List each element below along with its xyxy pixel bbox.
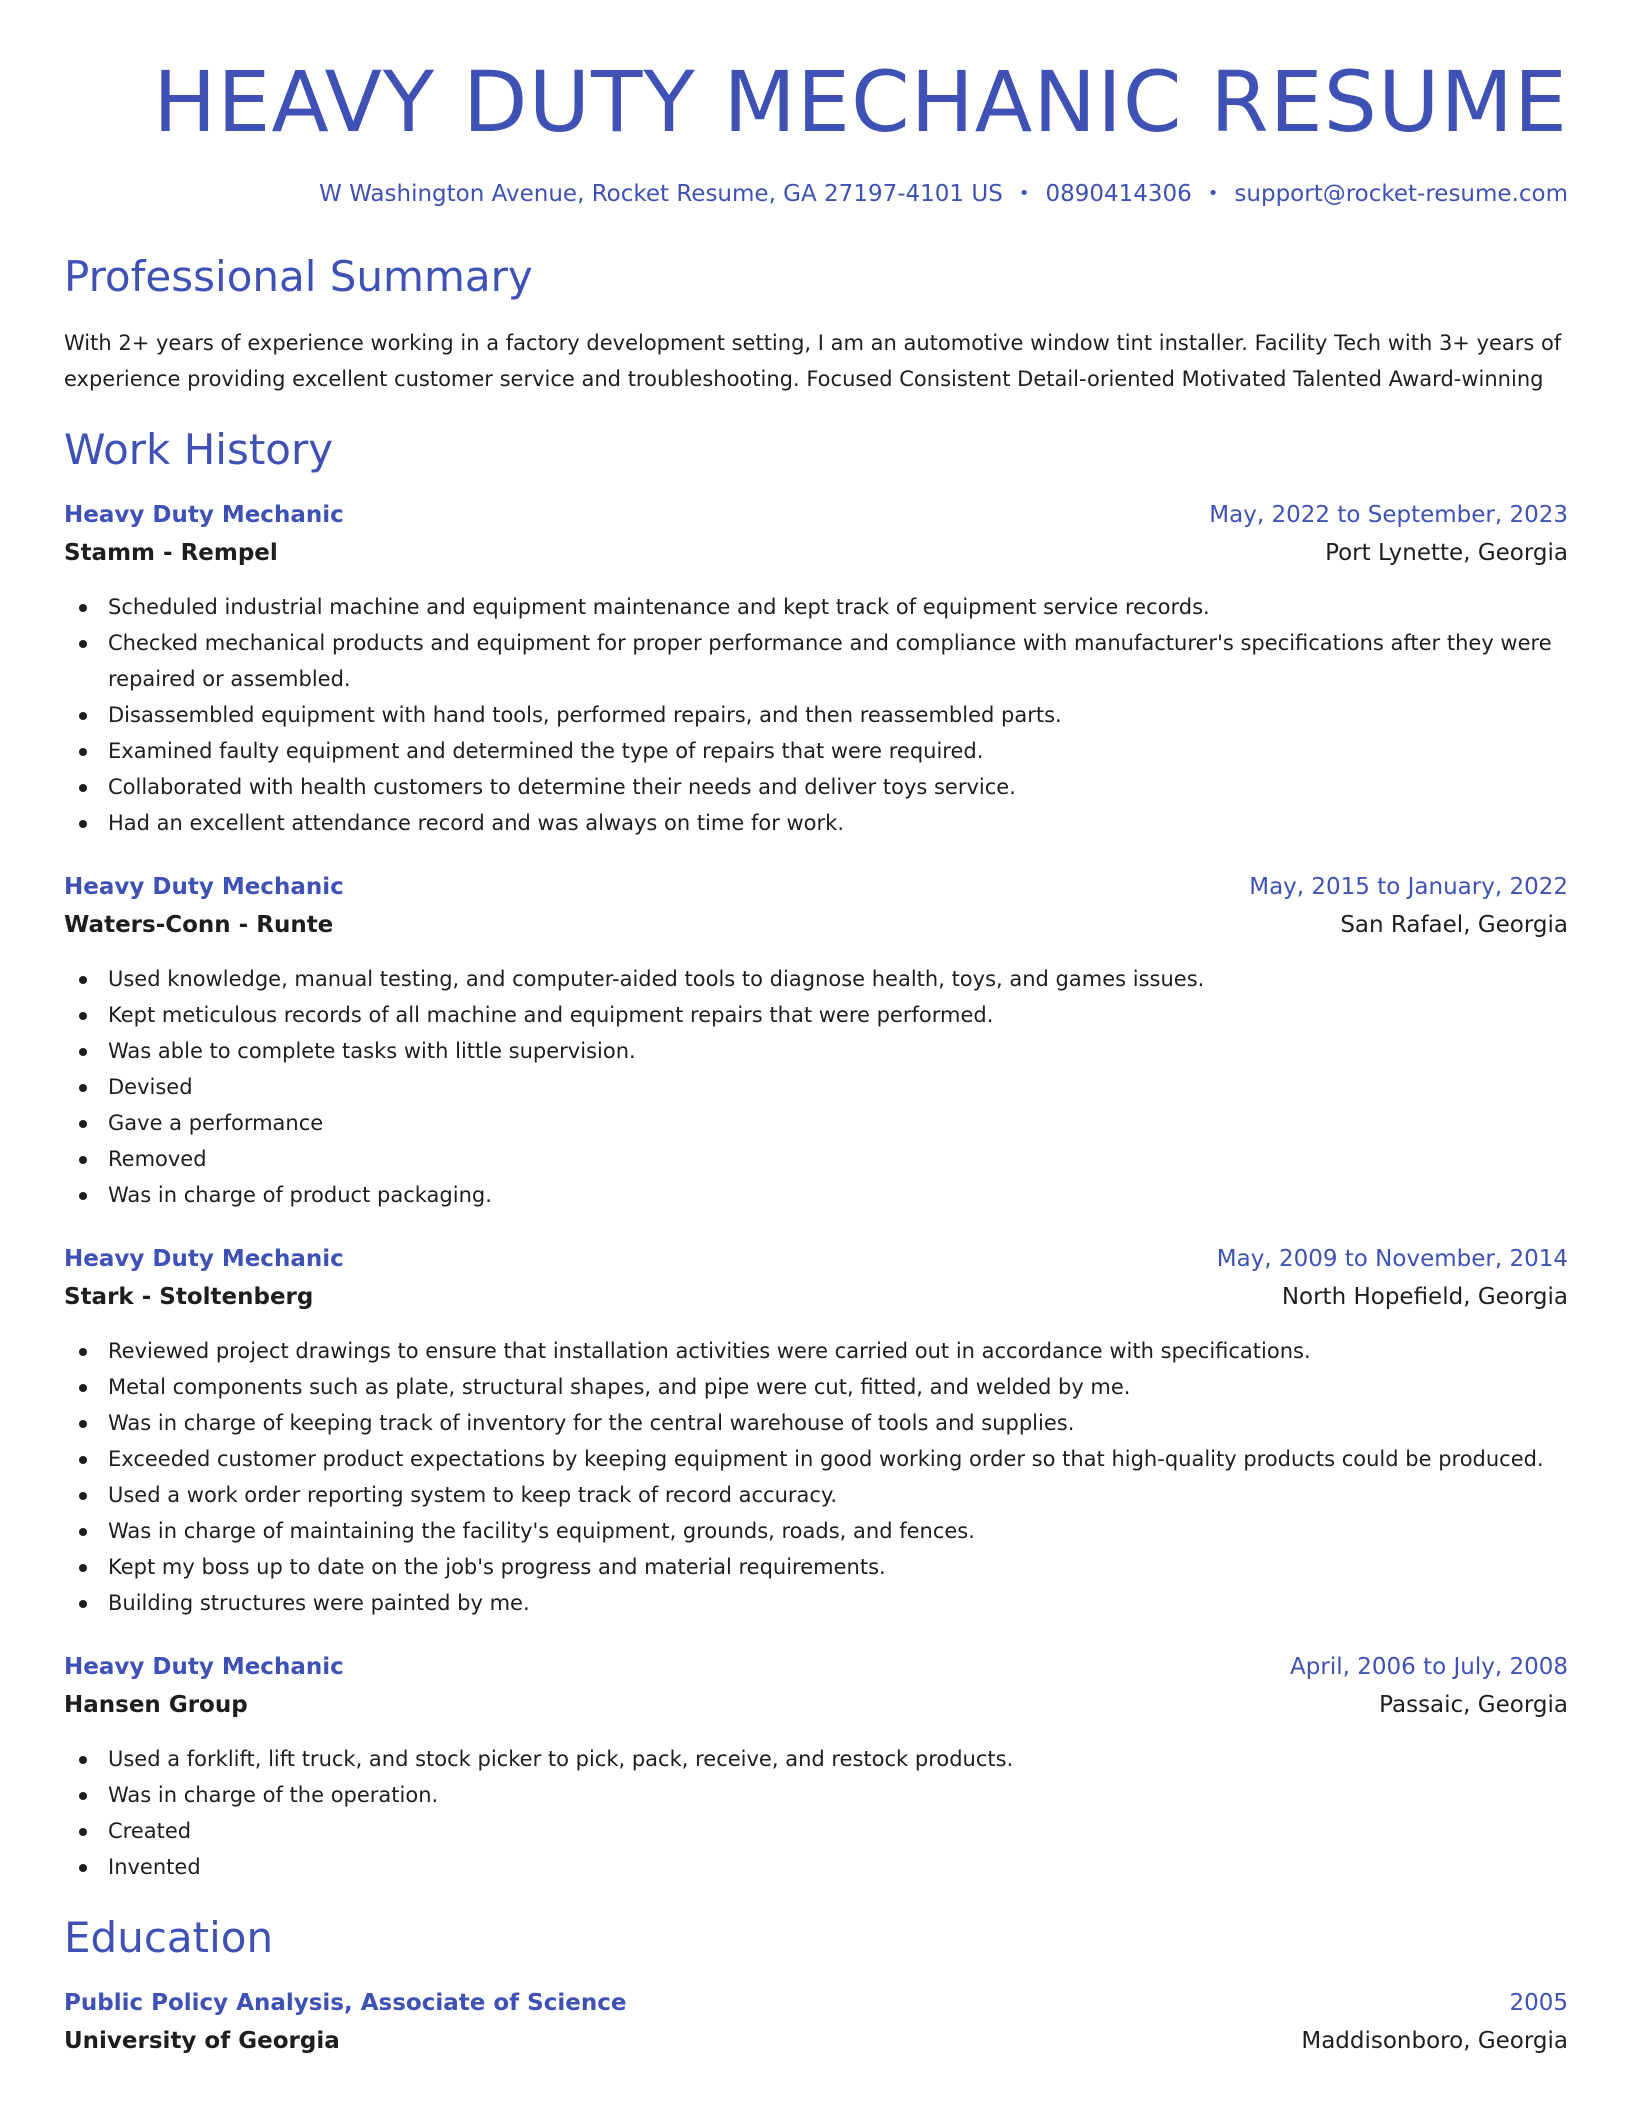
job-dates: May, 2022 to September, 2023 <box>1209 501 1568 528</box>
job-dates: May, 2009 to November, 2014 <box>1216 1245 1568 1272</box>
job-entry <box>64 499 1568 841</box>
job-duties <box>64 589 1568 841</box>
job-duties <box>64 961 1568 1213</box>
school-name: University of Georgia <box>64 2028 340 2055</box>
work-history-heading: Work History <box>64 424 334 474</box>
duty-item: Used a forklift, lift truck, and stock picker to pick, pack, receive, and restock products. <box>108 1741 1568 1777</box>
duty-item: Created <box>108 1813 1568 1849</box>
duty-item: Used a work order reporting system to keep track of record accuracy. <box>108 1477 1568 1513</box>
duty-item: Used knowledge, manual testing, and computer-aided tools to diagnose health, toys, and games issues. <box>108 961 1568 997</box>
duty-item: Invented <box>108 1849 1568 1885</box>
job-entry <box>64 1243 1568 1621</box>
duty-item: Building structures were painted by me. <box>108 1585 1568 1621</box>
contact-line <box>64 181 1568 209</box>
duty-item: Was in charge of maintaining the facility's equipment, grounds, roads, and fences. <box>108 1513 1568 1549</box>
duty-item: Removed <box>108 1141 1568 1177</box>
duty-item: Was able to complete tasks with little supervision. <box>108 1033 1568 1069</box>
employer: Hansen Group <box>64 1691 248 1718</box>
job-location: Port Lynette, Georgia <box>1325 539 1568 566</box>
duty-item: Collaborated with health customers to determine their needs and deliver toys service. <box>108 769 1568 805</box>
duty-item: Was in charge of product packaging. <box>108 1177 1568 1213</box>
job-entry <box>64 871 1568 1213</box>
graduation-year: 2005 <box>1509 1990 1568 2017</box>
duty-item: Exceeded customer product expectations by keeping equipment in good working order so that high-quality products could be produced. <box>108 1441 1568 1477</box>
duty-item: Scheduled industrial machine and equipment maintenance and kept track of equipment service records. <box>108 589 1568 625</box>
employer: Waters-Conn - Runte <box>64 911 334 938</box>
employer: Stamm - Rempel <box>64 539 278 566</box>
phone: 0890414306 <box>1045 180 1192 207</box>
job-location: San Rafael, Georgia <box>1340 911 1568 938</box>
duty-item: Metal components such as plate, structural shapes, and pipe were cut, fitted, and welded by me. <box>108 1369 1568 1405</box>
separator-dot: • <box>1018 182 1030 204</box>
duty-item: Checked mechanical products and equipment for proper performance and compliance with manufacturer's specifications after they were repaired or assembled. <box>108 625 1568 697</box>
degree: Public Policy Analysis, Associate of Science <box>64 1990 627 2017</box>
job-title: Heavy Duty Mechanic <box>64 873 344 900</box>
duty-item: Examined faulty equipment and determined the type of repairs that were required. <box>108 733 1568 769</box>
summary-text: With 2+ years of experience working in a factory development setting, I am an automotive window tint installer. Facility Tech with 3+ years of experience providing excellent customer service and troubleshooting. Focused Consistent Detail-oriented Motivated Talented Award-winning <box>64 330 1562 391</box>
duty-item: Was in charge of the operation. <box>108 1777 1568 1813</box>
duty-item: Disassembled equipment with hand tools, performed repairs, and then reassembled parts. <box>108 697 1568 733</box>
address: W Washington Avenue, Rocket Resume, GA 27197-4101 US <box>319 180 1003 207</box>
separator-dot: • <box>1207 182 1219 204</box>
employer: Stark - Stoltenberg <box>64 1283 314 1310</box>
email-link[interactable]: support@rocket-resume.com <box>1234 180 1568 207</box>
job-title: Heavy Duty Mechanic <box>64 501 344 528</box>
duty-item: Devised <box>108 1069 1568 1105</box>
duty-item: Had an excellent attendance record and was always on time for work. <box>108 805 1568 841</box>
job-title: Heavy Duty Mechanic <box>64 1653 344 1680</box>
school-location: Maddisonboro, Georgia <box>1301 2028 1568 2055</box>
job-title: Heavy Duty Mechanic <box>64 1245 344 1272</box>
job-dates: May, 2015 to January, 2022 <box>1249 873 1568 900</box>
duty-item: Kept meticulous records of all machine and equipment repairs that were performed. <box>108 997 1568 1033</box>
job-dates: April, 2006 to July, 2008 <box>1290 1653 1568 1680</box>
job-duties <box>64 1741 1568 1885</box>
resume-title: HEAVY DUTY MECHANIC RESUME <box>153 53 1568 151</box>
job-location: North Hopefield, Georgia <box>1281 1283 1568 1310</box>
duty-item: Reviewed project drawings to ensure that installation activities were carried out in accordance with specifications. <box>108 1333 1568 1369</box>
duty-item: Was in charge of keeping track of inventory for the central warehouse of tools and supplies. <box>108 1405 1568 1441</box>
work-history-list <box>64 499 1568 1885</box>
duty-item: Kept my boss up to date on the job's progress and material requirements. <box>108 1549 1568 1585</box>
education-entry <box>64 1987 1568 2057</box>
job-duties <box>64 1333 1568 1621</box>
education-heading: Education <box>64 1912 274 1962</box>
duty-item: Gave a performance <box>108 1105 1568 1141</box>
summary-heading: Professional Summary <box>64 252 533 302</box>
job-entry <box>64 1651 1568 1885</box>
job-location: Passaic, Georgia <box>1379 1691 1568 1718</box>
